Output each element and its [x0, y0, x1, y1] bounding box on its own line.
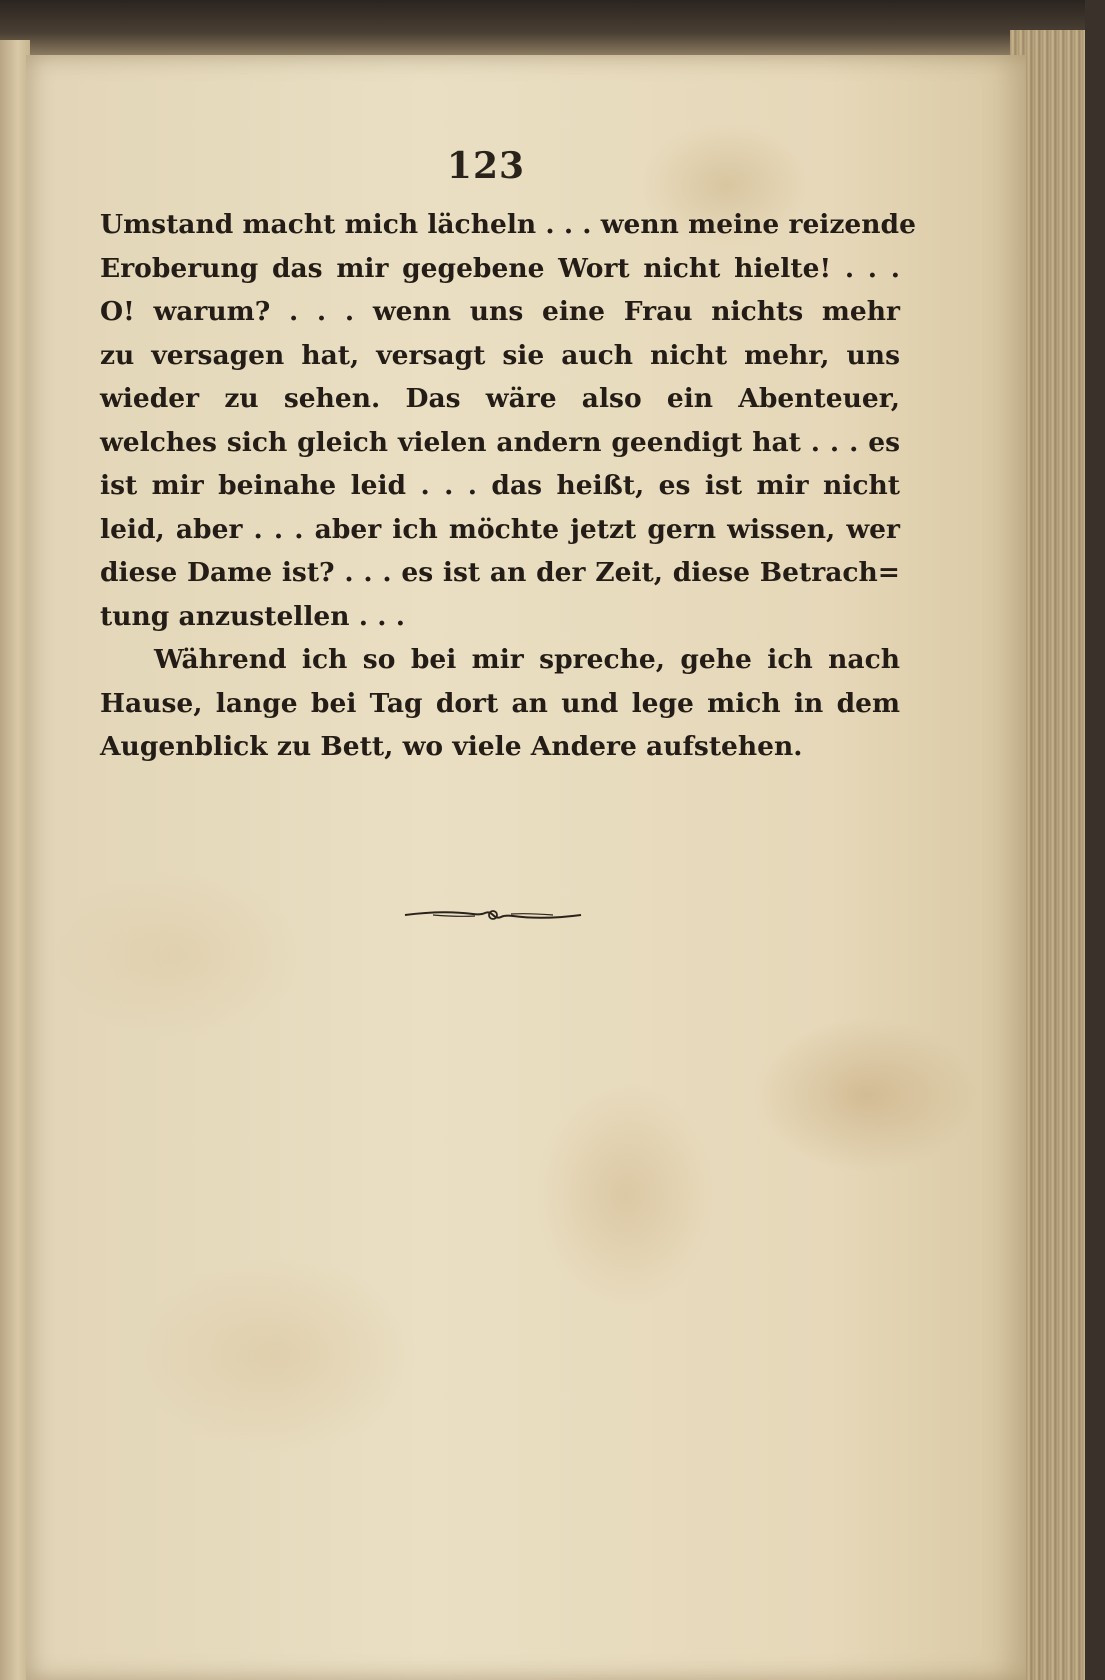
page-number: 123: [446, 145, 526, 187]
text-line: leid, aber . . . aber ich möchte jetzt gern wissen, wer: [100, 513, 900, 545]
text-line: Augenblick zu Bett, wo viele Andere aufstehen.: [100, 731, 803, 762]
text-line: diese Dame ist? . . . es ist an der Zeit, diese Betrach=: [100, 557, 900, 588]
text-line: Umstand macht mich lächeln . . . wenn meine reizende: [100, 209, 916, 240]
text-line: zu versagen hat, versagt sie auch nicht mehr, uns: [100, 339, 900, 371]
paragraph-1: [100, 203, 916, 638]
text-line: welches sich gleich vielen andern geendigt hat . . . es: [100, 426, 900, 458]
page-text: [100, 203, 916, 769]
text-line: ist mir beinahe leid . . . das heißt, es ist mir nicht: [100, 470, 900, 501]
paragraph-2: [100, 638, 900, 769]
book-page: [26, 55, 1026, 1680]
text-line: wieder zu sehen. Das wäre also ein Abenteuer,: [100, 383, 900, 414]
text-line: Hause, lange bei Tag dort an und lege mich in dem: [100, 687, 900, 719]
text-line: tung anzustellen . . .: [100, 600, 405, 632]
text-line: O! warum? . . . wenn uns eine Frau nichts mehr: [100, 296, 900, 327]
book-cover-top: [0, 0, 1105, 55]
end-ornament-icon: [403, 900, 583, 930]
text-line: Während ich so bei mir spreche, gehe ich nach: [154, 644, 900, 675]
text-line: Eroberung das mir gegebene Wort nicht hielte! . . .: [100, 252, 900, 284]
book-cover-right: [1085, 0, 1105, 1680]
